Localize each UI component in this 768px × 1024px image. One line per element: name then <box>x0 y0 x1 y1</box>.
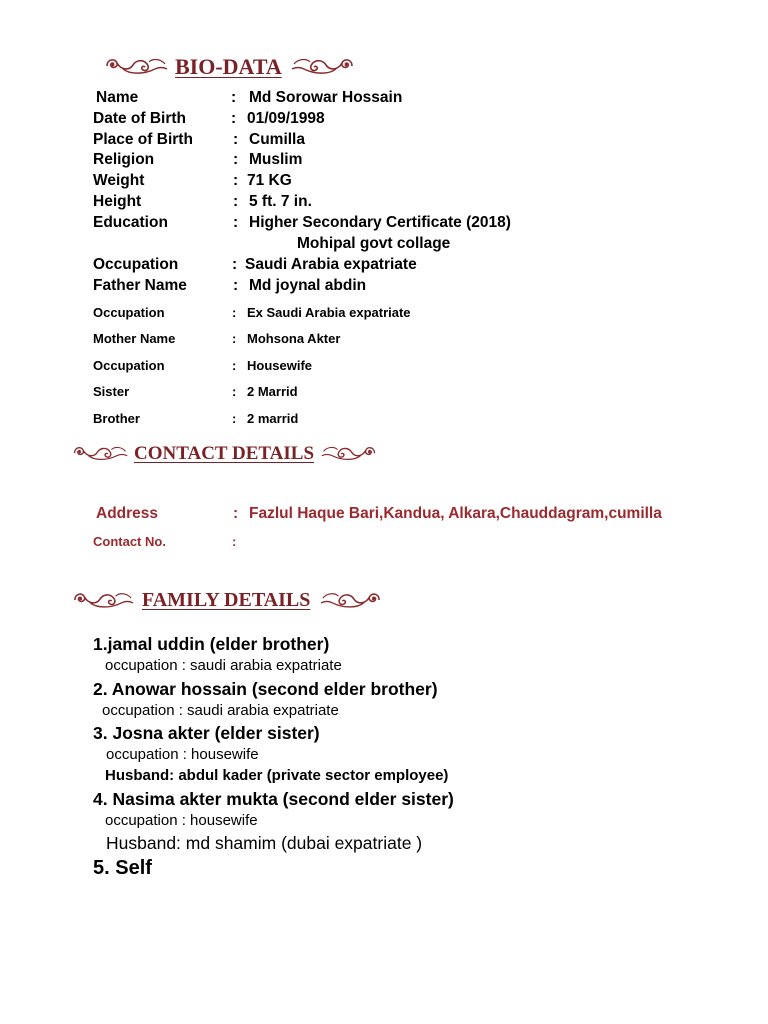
bio-row-father-occupation <box>0 305 768 325</box>
family-member-2: 2. Anowar hossain (second elder brother) <box>93 679 438 699</box>
bio-row-religion <box>0 151 768 171</box>
education-institution: Mohipal govt collage <box>297 235 451 252</box>
contact-number-label: Contact No. <box>93 534 166 549</box>
bio-colon: : <box>231 110 237 127</box>
bio-row-education <box>0 214 768 234</box>
right-flourish-ornament <box>290 56 356 78</box>
bio-label: Occupation <box>93 256 179 273</box>
bio-value: Mohsona Akter <box>247 331 341 346</box>
bio-label: Sister <box>93 384 130 399</box>
bio-value: Housewife <box>247 358 313 373</box>
bio-label: Name <box>96 89 139 106</box>
contact-row-phone <box>0 534 768 554</box>
family-member-5: 5. Self <box>93 857 152 879</box>
left-flourish-ornament <box>103 56 169 78</box>
bio-label: Education <box>93 214 168 231</box>
bio-value: 2 Marrid <box>247 384 298 399</box>
bio-value: Md Sorowar Hossain <box>249 89 403 106</box>
bio-colon: : <box>232 358 237 373</box>
bio-row-name <box>0 89 768 109</box>
bio-row-date-of-birth <box>0 110 768 130</box>
bio-label: Occupation <box>93 305 165 320</box>
family-member-4: 4. Nasima akter mukta (second elder sister) <box>93 789 454 809</box>
bio-row-sister <box>0 384 768 404</box>
bio-colon: : <box>232 305 237 320</box>
bio-colon: : <box>232 384 237 399</box>
contact-heading <box>71 443 378 465</box>
family-member-4-husband: Husband: md shamim (dubai expatriate ) <box>106 833 423 853</box>
bio-label: Father Name <box>93 277 187 294</box>
bio-colon: : <box>232 256 238 273</box>
family-member-3-occupation: occupation : housewife <box>106 746 259 763</box>
bio-colon: : <box>233 151 239 168</box>
bio-row-mother-name <box>0 331 768 351</box>
bio-row-weight <box>0 172 768 192</box>
family-title: FAMILY DETAILS <box>142 589 311 611</box>
bio-value: 71 KG <box>247 172 292 189</box>
family-heading <box>71 589 383 612</box>
bio-label: Place of Birth <box>93 131 193 148</box>
bio-value: Higher Secondary Certificate (2018) <box>249 214 511 231</box>
family-member-1: 1.jamal uddin (elder brother) <box>93 634 330 654</box>
bio-value: Muslim <box>249 151 303 168</box>
bio-row-mother-occupation <box>0 358 768 378</box>
biodata-heading <box>103 54 356 80</box>
bio-label: Mother Name <box>93 331 176 346</box>
bio-colon: : <box>232 411 237 426</box>
bio-label: Date of Birth <box>93 110 186 127</box>
contact-row-address <box>0 505 768 525</box>
contact-title: CONTACT DETAILS <box>134 443 315 464</box>
bio-label: Brother <box>93 411 140 426</box>
left-flourish-ornament <box>71 443 129 465</box>
bio-row-father-name <box>0 277 768 297</box>
left-flourish-ornament <box>71 590 135 612</box>
biodata-title: BIO-DATA <box>175 54 282 79</box>
bio-label: Height <box>93 193 142 210</box>
address-value: Fazlul Haque Bari,Kandua, Alkara,Chauddagram,cumilla <box>249 505 662 522</box>
contact-number-colon: : <box>232 534 237 549</box>
bio-value: Md joynal abdin <box>249 277 367 294</box>
bio-value: Cumilla <box>249 131 305 148</box>
address-colon: : <box>233 505 239 522</box>
bio-value: 5 ft. 7 in. <box>249 193 312 210</box>
bio-value: Saudi Arabia expatriate <box>245 256 417 273</box>
bio-row-place-of-birth <box>0 131 768 151</box>
right-flourish-ornament <box>320 443 378 465</box>
bio-row-education-institution <box>0 235 768 255</box>
bio-colon: : <box>233 131 239 148</box>
address-label: Address <box>96 505 159 522</box>
bio-value: 2 marrid <box>247 411 299 426</box>
bio-label: Weight <box>93 172 145 189</box>
bio-row-height <box>0 193 768 213</box>
family-member-3-husband: Husband: abdul kader (private sector employee) <box>105 767 449 784</box>
bio-colon: : <box>231 89 237 106</box>
bio-colon: : <box>233 193 239 210</box>
bio-value: Ex Saudi Arabia expatriate <box>247 305 411 320</box>
family-member-2-occupation: occupation : saudi arabia expatriate <box>102 702 339 719</box>
right-flourish-ornament <box>319 590 383 612</box>
bio-colon: : <box>233 172 239 189</box>
bio-value: 01/09/1998 <box>247 110 325 127</box>
bio-row-occupation <box>0 256 768 276</box>
bio-label: Religion <box>93 151 155 168</box>
bio-colon: : <box>233 277 239 294</box>
bio-label: Occupation <box>93 358 165 373</box>
bio-row-brother <box>0 411 768 431</box>
family-member-3: 3. Josna akter (elder sister) <box>93 723 320 743</box>
family-member-1-occupation: occupation : saudi arabia expatriate <box>105 657 342 674</box>
family-member-4-occupation: occupation : housewife <box>105 812 258 829</box>
bio-colon: : <box>232 331 237 346</box>
bio-colon: : <box>233 214 239 231</box>
